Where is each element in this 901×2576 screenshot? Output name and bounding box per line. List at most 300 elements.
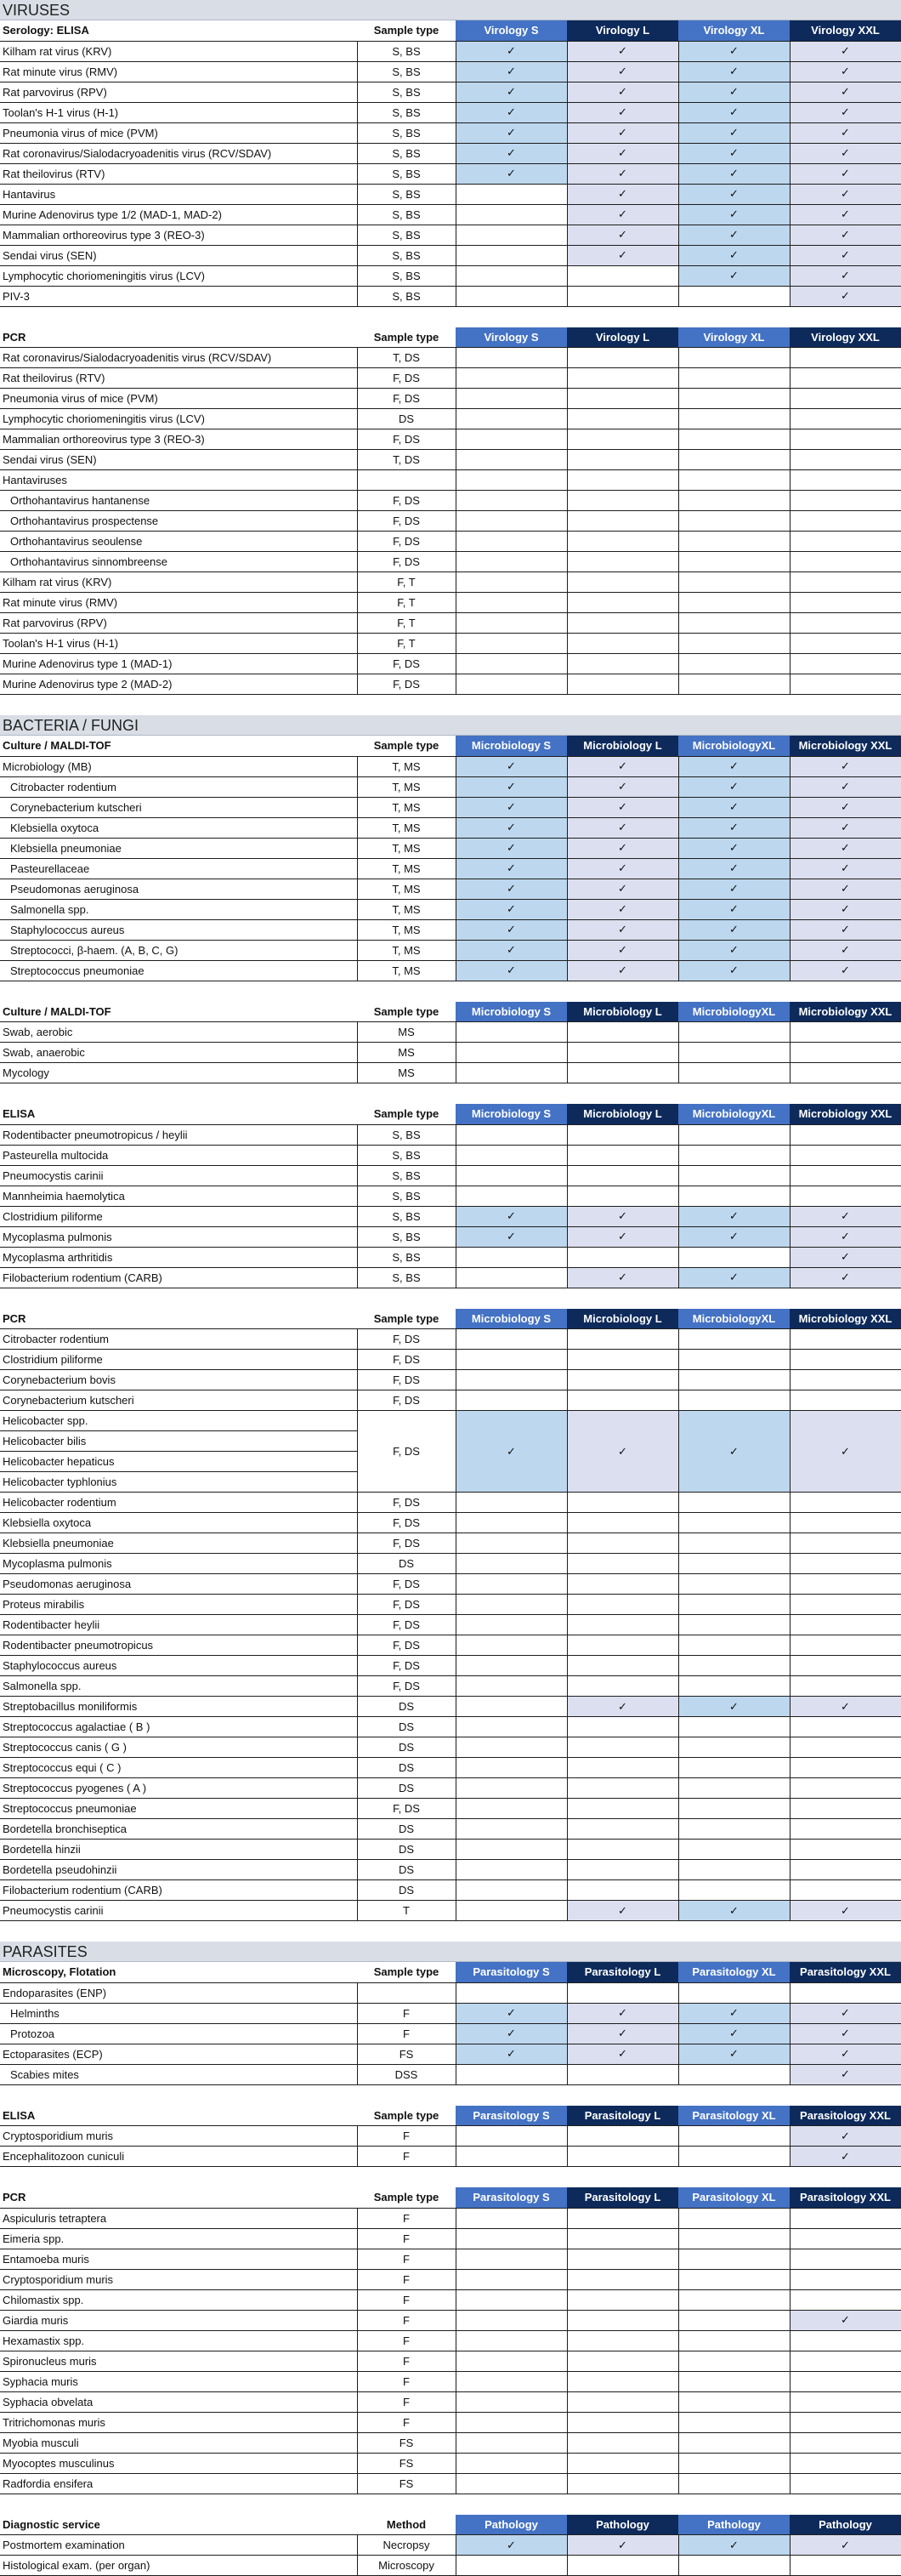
section-title: PARASITES: [0, 1942, 901, 1962]
test-name: Chilomastix spp.: [0, 2289, 357, 2310]
package-cell: [456, 2432, 567, 2453]
table-row: [0, 163, 901, 184]
package-cell: [456, 1737, 567, 1758]
package-cell: [567, 1350, 678, 1370]
package-cell: [790, 1022, 901, 1043]
package-cell: [567, 1226, 678, 1247]
package-cell: [678, 470, 790, 491]
package-cell: [678, 1493, 790, 1513]
table-spacer: [0, 2085, 901, 2106]
package-cell: [678, 634, 790, 654]
package-cell: [678, 1982, 790, 2003]
package-cell: [567, 511, 678, 532]
check-icon: ✓: [841, 800, 850, 813]
test-name: Rat coronavirus/Sialodacryoadenitis virus (RCV/SDAV): [0, 143, 357, 163]
table-spacer: [0, 2167, 901, 2187]
table-row: [0, 2351, 901, 2371]
table-row: [0, 1043, 901, 1063]
package-cell: [456, 1901, 567, 1921]
test-name: Streptococcus pyogenes ( A ): [0, 1778, 357, 1799]
package-cell: [567, 593, 678, 613]
panel-table: [0, 1962, 901, 2085]
header-package-3: Virology XL: [678, 20, 790, 41]
check-icon: ✓: [729, 228, 739, 241]
table-header-row: [0, 2187, 901, 2208]
package-cell: [456, 491, 567, 511]
check-icon: ✓: [618, 964, 627, 976]
package-cell: [790, 654, 901, 674]
package-cell: [567, 41, 678, 61]
package-cell: [456, 1329, 567, 1350]
test-name: Rat parvovirus (RPV): [0, 613, 357, 634]
package-cell: [456, 552, 567, 572]
check-icon: ✓: [507, 821, 516, 833]
header-package-1: Microbiology S: [456, 736, 567, 756]
table-row: [0, 2556, 901, 2576]
header-sample-type: Sample type: [357, 1002, 456, 1022]
header-package-3: MicrobiologyXL: [678, 1104, 790, 1124]
package-cell: [567, 2208, 678, 2228]
package-cell: [790, 2044, 901, 2064]
table-row: [0, 1124, 901, 1145]
package-cell: [456, 613, 567, 634]
header-package-2: Parasitology L: [567, 1962, 678, 1982]
check-icon: ✓: [729, 780, 739, 793]
package-cell: [456, 265, 567, 286]
package-cell: [456, 1022, 567, 1043]
check-icon: ✓: [841, 2150, 850, 2163]
package-cell: [567, 1145, 678, 1165]
test-name: Pneumonia virus of mice (PVM): [0, 389, 357, 409]
package-cell: [567, 102, 678, 122]
check-icon: ✓: [507, 902, 516, 915]
check-icon: ✓: [729, 2047, 739, 2060]
package-cell: [456, 184, 567, 204]
test-name: Filobacterium rodentium (CARB): [0, 1267, 357, 1288]
package-cell: [678, 776, 790, 797]
package-cell: [567, 61, 678, 82]
test-name: Rat minute virus (RMV): [0, 593, 357, 613]
check-icon: ✓: [841, 1250, 850, 1263]
sample-type: S, BS: [357, 143, 456, 163]
package-cell: [678, 1370, 790, 1390]
table-row: [0, 1554, 901, 1574]
check-icon: ✓: [729, 1271, 739, 1283]
test-name: Rat parvovirus (RPV): [0, 82, 357, 102]
package-cell: [567, 1022, 678, 1043]
table-row: [0, 143, 901, 163]
package-cell: [678, 899, 790, 919]
package-cell: [790, 1329, 901, 1350]
panel-table: [0, 2187, 901, 2494]
package-cell: [567, 1860, 678, 1880]
table-row: [0, 899, 901, 919]
package-cell: [790, 2412, 901, 2432]
package-cell: [567, 286, 678, 306]
header-package-4: Parasitology XXL: [790, 2187, 901, 2208]
table-row: [0, 204, 901, 225]
package-cell: [678, 1145, 790, 1165]
check-icon: ✓: [841, 269, 850, 281]
package-cell: [790, 2289, 901, 2310]
sample-type: MS: [357, 1043, 456, 1063]
sample-type: F, T: [357, 593, 456, 613]
package-cell: [456, 348, 567, 368]
test-name: Helicobacter hepaticus: [0, 1452, 357, 1472]
panel-table: [0, 2106, 901, 2168]
package-cell: [678, 1656, 790, 1676]
package-cell: [790, 1819, 901, 1840]
package-cell: [456, 102, 567, 122]
test-name: Toolan's H-1 virus (H-1): [0, 102, 357, 122]
package-cell: [790, 2269, 901, 2289]
package-cell: [790, 1595, 901, 1615]
sample-type: S, BS: [357, 82, 456, 102]
package-cell: [456, 817, 567, 838]
package-cell: [456, 1778, 567, 1799]
package-cell: [790, 858, 901, 879]
package-cell: [567, 1370, 678, 1390]
table-row: [0, 245, 901, 265]
check-icon: ✓: [618, 841, 627, 854]
test-name: Helicobacter rodentium: [0, 1493, 357, 1513]
table-row: [0, 1778, 901, 1799]
test-name: Klebsiella oxytoca: [0, 1513, 357, 1533]
package-cell: [678, 2064, 790, 2084]
header-package-2: Pathology: [567, 2515, 678, 2535]
check-icon: ✓: [618, 943, 627, 956]
package-cell: [790, 204, 901, 225]
package-cell: [456, 2535, 567, 2556]
package-cell: [567, 2432, 678, 2453]
package-cell: [790, 1206, 901, 1226]
test-name: Salmonella spp.: [0, 899, 357, 919]
sample-type: F, DS: [357, 532, 456, 552]
check-icon: ✓: [507, 882, 516, 895]
test-name: Orthohantavirus seoulense: [0, 532, 357, 552]
check-icon: ✓: [729, 44, 739, 57]
check-icon: ✓: [618, 1904, 627, 1917]
check-icon: ✓: [507, 105, 516, 118]
package-cell: [790, 838, 901, 858]
test-name: Pneumocystis carinii: [0, 1901, 357, 1921]
package-cell: [678, 1063, 790, 1083]
sample-type: F, DS: [357, 552, 456, 572]
test-name: Pneumocystis carinii: [0, 1165, 357, 1186]
package-cell: [790, 102, 901, 122]
package-cell: [678, 102, 790, 122]
sample-type: F, DS: [357, 1656, 456, 1676]
table-row: [0, 2391, 901, 2412]
sample-type: F, DS: [357, 368, 456, 389]
test-name: Microbiology (MB): [0, 756, 357, 776]
package-cell: [678, 1533, 790, 1554]
header-package-2: Microbiology L: [567, 1309, 678, 1329]
sample-type: S, BS: [357, 1206, 456, 1226]
check-icon: ✓: [841, 44, 850, 57]
check-icon: ✓: [507, 2027, 516, 2039]
header-package-4: Microbiology XXL: [790, 1104, 901, 1124]
check-icon: ✓: [507, 862, 516, 874]
package-cell: [567, 470, 678, 491]
package-cell: [567, 2412, 678, 2432]
package-cell: [456, 1063, 567, 1083]
check-icon: ✓: [729, 1230, 739, 1243]
package-cell: [678, 1390, 790, 1411]
package-cell: [790, 1124, 901, 1145]
sample-type: F: [357, 2310, 456, 2330]
package-cell: [678, 204, 790, 225]
package-cell: [790, 1615, 901, 1635]
test-name: Tritrichomonas muris: [0, 2412, 357, 2432]
package-cell: [567, 1186, 678, 1206]
header-package-2: Parasitology L: [567, 2106, 678, 2126]
test-name: Streptococcus canis ( G ): [0, 1737, 357, 1758]
package-cell: [790, 389, 901, 409]
table-row: [0, 613, 901, 634]
table-row: [0, 265, 901, 286]
package-cell: [678, 613, 790, 634]
sample-type: F, DS: [357, 1370, 456, 1390]
header-package-2: Parasitology L: [567, 2187, 678, 2208]
table-row: [0, 1493, 901, 1513]
package-cell: [456, 245, 567, 265]
table-row: [0, 2003, 901, 2023]
package-cell: [790, 1840, 901, 1860]
package-cell: [790, 1799, 901, 1819]
check-icon: ✓: [841, 759, 850, 772]
test-name: Hexamastix spp.: [0, 2330, 357, 2351]
table-row: [0, 2453, 901, 2473]
table-row: [0, 1635, 901, 1656]
table-row: [0, 429, 901, 450]
header-package-4: Pathology: [790, 2515, 901, 2535]
test-name: Aspiculuris tetraptera: [0, 2208, 357, 2228]
package-cell: [456, 204, 567, 225]
package-cell: [678, 2432, 790, 2453]
header-package-2: Microbiology L: [567, 1002, 678, 1022]
sample-type: DS: [357, 1737, 456, 1758]
table-row: [0, 2147, 901, 2167]
sample-type: F, DS: [357, 1595, 456, 1615]
table-row: [0, 797, 901, 817]
check-icon: ✓: [618, 780, 627, 793]
package-cell: [456, 919, 567, 940]
test-name: Rodentibacter pneumotropicus: [0, 1635, 357, 1656]
package-cell: [456, 1860, 567, 1880]
package-cell: [790, 1350, 901, 1370]
sample-type: S, BS: [357, 1247, 456, 1267]
package-cell: [456, 1656, 567, 1676]
header-category: Culture / MALDI-TOF: [0, 1002, 357, 1022]
check-icon: ✓: [841, 248, 850, 261]
table-row: [0, 756, 901, 776]
package-cell: [567, 1267, 678, 1288]
header-sample-type: Sample type: [357, 1104, 456, 1124]
package-cell: [567, 265, 678, 286]
package-cell: [790, 1165, 901, 1186]
package-cell: [456, 1982, 567, 2003]
header-package-1: Parasitology S: [456, 2106, 567, 2126]
package-cell: [790, 2228, 901, 2249]
package-cell: [456, 409, 567, 429]
package-cell: [790, 225, 901, 245]
package-cell: [678, 163, 790, 184]
test-name: Mycoplasma pulmonis: [0, 1554, 357, 1574]
check-icon: ✓: [618, 821, 627, 833]
sample-type: DSS: [357, 2064, 456, 2084]
package-cell: [567, 2044, 678, 2064]
test-name: Streptococcus equi ( C ): [0, 1758, 357, 1778]
check-icon: ✓: [729, 2006, 739, 2019]
sample-type: DS: [357, 1860, 456, 1880]
package-cell: [678, 41, 790, 61]
check-icon: ✓: [507, 2047, 516, 2060]
check-icon: ✓: [841, 167, 850, 179]
check-icon: ✓: [841, 187, 850, 200]
sample-type: T, MS: [357, 940, 456, 960]
sample-type: F, DS: [357, 1533, 456, 1554]
table-spacer: [0, 307, 901, 327]
package-cell: [790, 776, 901, 797]
package-cell: [790, 1390, 901, 1411]
table-row: [0, 368, 901, 389]
table-row: [0, 2330, 901, 2351]
check-icon: ✓: [729, 882, 739, 895]
table-row: [0, 634, 901, 654]
package-cell: [456, 2391, 567, 2412]
package-cell: [456, 225, 567, 245]
package-cell: [790, 2126, 901, 2147]
header-sample-type: Method: [357, 2515, 456, 2535]
package-cell: [567, 1635, 678, 1656]
header-package-2: Virology L: [567, 20, 678, 41]
package-cell: [567, 1595, 678, 1615]
sample-type: T, DS: [357, 450, 456, 470]
package-cell: [790, 2432, 901, 2453]
sample-type: F: [357, 2391, 456, 2412]
package-cell: [456, 2330, 567, 2351]
sample-type: F, DS: [357, 654, 456, 674]
check-icon: ✓: [841, 85, 850, 98]
package-cell: [567, 654, 678, 674]
check-icon: ✓: [507, 964, 516, 976]
package-cell: [456, 82, 567, 102]
package-cell: [567, 2473, 678, 2494]
table-row: [0, 919, 901, 940]
sample-type: T: [357, 1901, 456, 1921]
package-cell: [678, 2208, 790, 2228]
package-cell: [456, 2310, 567, 2330]
test-name: Rodentibacter heylii: [0, 1615, 357, 1635]
package-cell: [678, 491, 790, 511]
package-cell: [790, 2003, 901, 2023]
test-name: Murine Adenovirus type 2 (MAD-2): [0, 674, 357, 695]
header-category: Microscopy, Flotation: [0, 1962, 357, 1982]
header-package-1: Microbiology S: [456, 1104, 567, 1124]
table-row: [0, 470, 901, 491]
package-cell: [790, 1554, 901, 1574]
table-row: [0, 286, 901, 306]
sample-type: S, BS: [357, 1165, 456, 1186]
package-cell: [790, 1758, 901, 1778]
test-name: Bordetella hinzii: [0, 1840, 357, 1860]
table-header-row: [0, 20, 901, 41]
header-category: Diagnostic service: [0, 2515, 357, 2535]
check-icon: ✓: [507, 1230, 516, 1243]
table-row: [0, 1533, 901, 1554]
package-cell: [790, 919, 901, 940]
package-cell: [567, 2391, 678, 2412]
check-icon: ✓: [507, 44, 516, 57]
package-cell: [567, 204, 678, 225]
table-row: [0, 2535, 901, 2556]
package-cell: [456, 940, 567, 960]
sample-type: S, BS: [357, 1186, 456, 1206]
package-cell: [567, 1656, 678, 1676]
package-cell: [790, 1656, 901, 1676]
package-cell: [678, 1574, 790, 1595]
test-name: Murine Adenovirus type 1/2 (MAD-1, MAD-2): [0, 204, 357, 225]
package-cell: [678, 1737, 790, 1758]
test-name: Citrobacter rodentium: [0, 776, 357, 797]
sample-type: S, BS: [357, 163, 456, 184]
sample-type: F: [357, 2249, 456, 2269]
package-cell: [456, 1554, 567, 1574]
table-row: [0, 2228, 901, 2249]
package-cell: [678, 817, 790, 838]
package-cell: [567, 184, 678, 204]
package-cell: [790, 1043, 901, 1063]
package-cell: [567, 1737, 678, 1758]
package-cell: [790, 2310, 901, 2330]
sample-type: T, MS: [357, 817, 456, 838]
test-name: Swab, anaerobic: [0, 1043, 357, 1063]
sample-type: F, DS: [357, 1635, 456, 1656]
test-name: Cryptosporidium muris: [0, 2126, 357, 2147]
test-name: Mycoplasma pulmonis: [0, 1226, 357, 1247]
check-icon: ✓: [729, 1209, 739, 1222]
sample-type: DS: [357, 1819, 456, 1840]
test-name: Giardia muris: [0, 2310, 357, 2330]
table-row: [0, 940, 901, 960]
sample-type: T, DS: [357, 348, 456, 368]
package-cell: [567, 817, 678, 838]
package-cell: [678, 2147, 790, 2167]
test-name: Rat coronavirus/Sialodacryoadenitis virus (RCV/SDAV): [0, 348, 357, 368]
sample-type: S, BS: [357, 286, 456, 306]
table-row: [0, 1860, 901, 1880]
package-cell: [790, 572, 901, 593]
package-cell: [567, 2126, 678, 2147]
check-icon: ✓: [841, 2047, 850, 2060]
check-icon: ✓: [841, 2006, 850, 2019]
test-name: Proteus mirabilis: [0, 1595, 357, 1615]
package-cell: [678, 1329, 790, 1350]
package-cell: [678, 797, 790, 817]
package-cell: [790, 1697, 901, 1717]
test-name: Helicobacter typhlonius: [0, 1472, 357, 1493]
package-cell: [790, 429, 901, 450]
header-package-1: Virology S: [456, 327, 567, 348]
package-cell: [790, 245, 901, 265]
check-icon: ✓: [729, 146, 739, 159]
check-icon: ✓: [729, 269, 739, 281]
table-row: [0, 389, 901, 409]
package-cell: [567, 2269, 678, 2289]
package-cell: [567, 2453, 678, 2473]
header-package-3: Parasitology XL: [678, 2187, 790, 2208]
